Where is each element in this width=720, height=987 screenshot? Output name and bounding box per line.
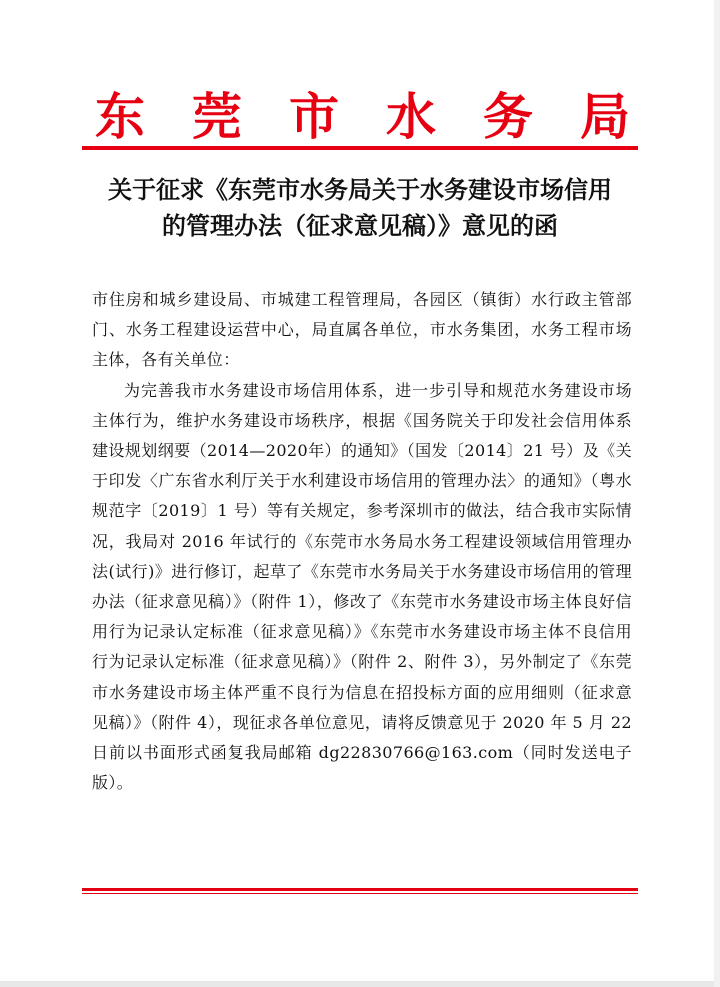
title-line-2: 的管理办法（征求意见稿）》意见的函 [162, 212, 558, 240]
body-paragraph: 为完善我市水务建设市场信用体系，进一步引导和规范水务建设市场主体行为，维护水务建设市场秩序，根据《国务院关于印发社会信用体系建设规划纲要（2014—2020年）的通知》（国发〔2014〕21 号）及《关于印发〈广东省水利厅关于水利建设市场信用的管理办法〉的通知》（粤水规范字〔2019〕1 号）等有关规定，参考深圳市的做法，结合我市实际情况，我局对 2016 年试行的《东莞市水务局水务工程建设领域信用管理办法(试行)》进行修订，起草了《东莞市水务局关于水务建设市场信用的管理办法（征求意见稿）》（附件 1），修改了《东莞市水务建设市场主体良好信用行为记录认定标准（征求意见稿）》《东莞市水务建设市场主体不良信用行为记录认定标准（征求意见稿）》（附件 2、附件 3），另外制定了《东莞市水务建设市场主体严重不良行为信息在招投标方面的应用细则（征求意见稿）》（附件 4），现征求各单位意见，请将反馈意见于 2020 年 5 月 22 日前以书面形式函复我局邮箱 dg22830766@163.com（同时发送电子版）。 [92, 380, 632, 793]
page-bottom-edge [0, 981, 720, 987]
addressee: 市住房和城乡建设局、市城建工程管理局，各园区（镇街）水行政主管部门、水务工程建设运营中心，局直属各单位，市水务集团，水务工程市场主体，各有关单位： [92, 290, 632, 370]
page-right-edge [714, 0, 720, 987]
masthead [95, 88, 630, 146]
masthead-char: 市 [289, 88, 339, 146]
masthead-char: 莞 [192, 88, 242, 146]
masthead-divider [82, 146, 638, 150]
title-line-1: 关于征求《东莞市水务局关于水务建设市场信用 [108, 176, 612, 204]
footer-divider-thick [82, 888, 638, 891]
masthead-char: 水 [386, 88, 436, 146]
footer-divider-thin [82, 893, 638, 894]
document-title [82, 172, 638, 244]
document-body [92, 285, 632, 798]
masthead-char: 局 [580, 88, 630, 146]
masthead-char: 务 [483, 88, 533, 146]
masthead-char: 东 [95, 88, 145, 146]
